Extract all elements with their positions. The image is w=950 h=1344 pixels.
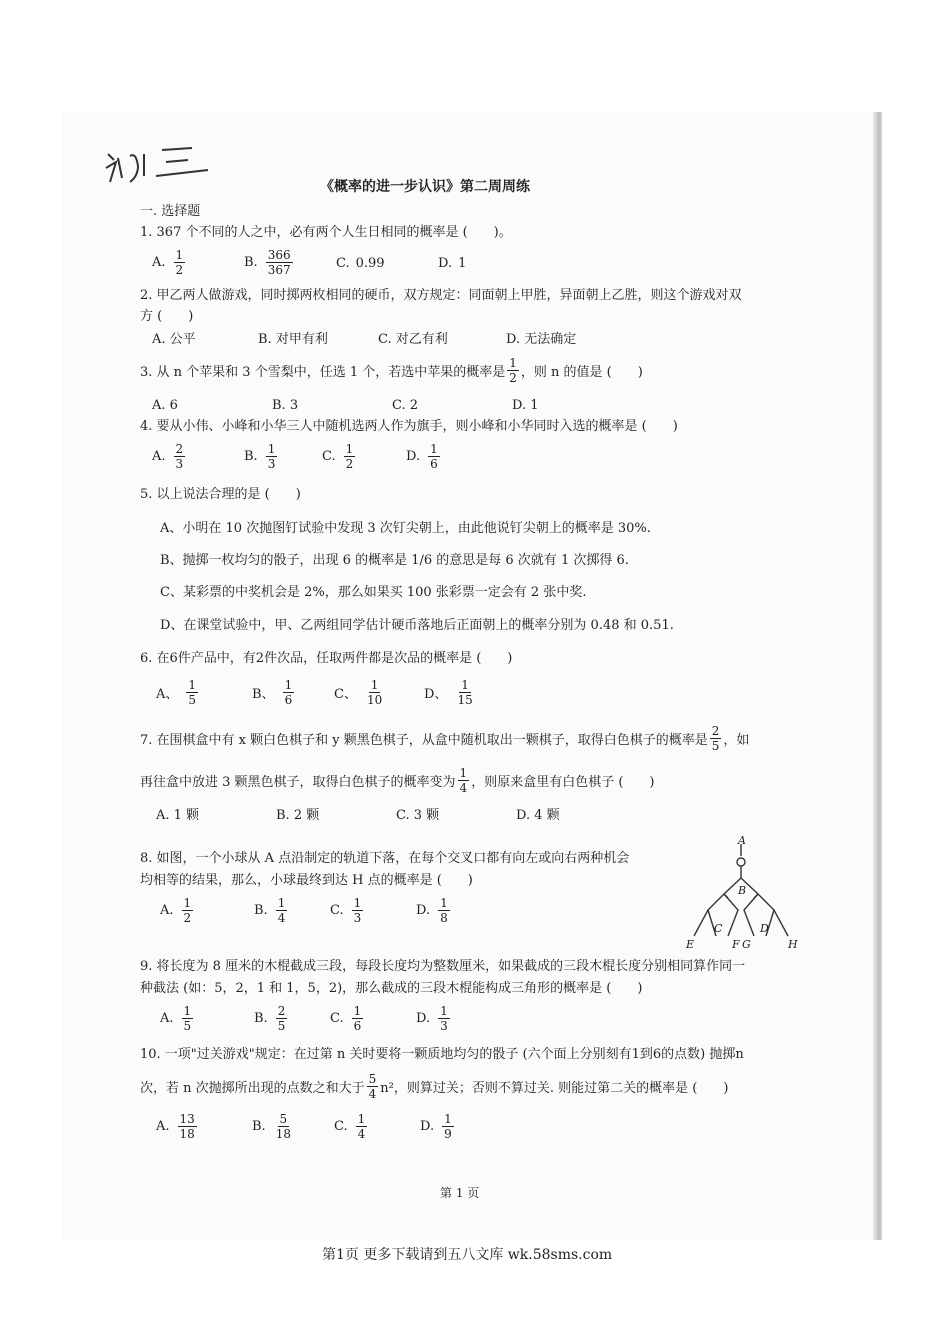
numerator: 1 — [459, 766, 468, 780]
q10-stem2-pre: 次，若 n 次抛掷所出现的点数之和大于 — [140, 1081, 365, 1096]
numerator: 1 — [357, 1112, 366, 1126]
numerator: 1 — [440, 896, 448, 910]
option-label: B. — [244, 449, 258, 464]
denominator: 4 — [459, 781, 468, 795]
denominator: 3 — [353, 911, 362, 925]
q10-stem-line1: 10. 一项"过关游戏"规定：在过第 n 关时要将一颗质地均匀的骰子 (六个面上分别刻有1到6的点数) 抛掷n — [140, 1047, 744, 1062]
denominator: 3 — [267, 457, 276, 471]
q7-stem1-pre: 7. 在围棋盒中有 x 颗白色棋子和 y 颗黑色棋子，从盒中随机取出一颗棋子，取得白色棋子的概率是 — [140, 733, 708, 748]
denominator: 2 — [509, 371, 517, 385]
denominator: 5 — [183, 1019, 192, 1033]
option-label: D. — [416, 1011, 431, 1026]
label-a: A — [738, 836, 746, 847]
q10-stem2-post: n²，则算过关；否则不算过关. 则能过第二关的概率是 ( ) — [380, 1081, 729, 1096]
fraction — [455, 678, 474, 707]
q1-option-c — [336, 256, 385, 271]
q7-stem2-post: ，则原来盒里有白色棋子 ( ) — [471, 775, 655, 790]
option-label: A、 — [156, 687, 179, 702]
fraction — [367, 1072, 379, 1101]
denominator: 5 — [277, 1019, 286, 1033]
option-label: C. — [336, 256, 350, 271]
numerator: 1 — [183, 1004, 192, 1018]
numerator: 2 — [175, 442, 184, 456]
denominator: 4 — [357, 1127, 366, 1141]
fraction — [458, 766, 470, 795]
q10-option-a — [156, 1112, 199, 1141]
numerator: 1 — [440, 1004, 448, 1018]
fraction — [276, 1004, 288, 1033]
fraction — [274, 1112, 293, 1141]
scan-edge — [873, 112, 882, 1240]
q6-option-b — [252, 678, 296, 707]
diagram-labels — [686, 836, 798, 951]
q7-option-a: A. 1 颗 — [156, 808, 200, 823]
q6-option-c — [334, 678, 386, 707]
fraction — [442, 1112, 454, 1141]
option-label: C. — [334, 1119, 348, 1134]
option-label: D. — [416, 903, 431, 918]
scanned-page — [62, 112, 880, 1240]
q8-option-c — [330, 896, 365, 925]
fraction — [182, 896, 194, 925]
fraction — [283, 678, 295, 707]
option-label: C. — [330, 1011, 344, 1026]
fraction — [438, 1004, 450, 1033]
denominator: 5 — [188, 693, 197, 707]
q10-option-b — [252, 1112, 295, 1141]
option-label: A. — [156, 1119, 170, 1134]
numerator: 1 — [267, 442, 276, 456]
fraction — [186, 678, 198, 707]
q7-stem-line2 — [140, 766, 654, 795]
numerator: 1 — [509, 356, 517, 370]
denominator: 4 — [368, 1087, 377, 1101]
fraction — [178, 1112, 197, 1141]
fraction — [174, 248, 186, 277]
denominator: 18 — [179, 1127, 195, 1141]
q7-stem1-post: ，如 — [723, 733, 750, 748]
q4-option-d — [406, 442, 442, 471]
fraction — [710, 724, 722, 753]
fraction — [507, 356, 519, 385]
q7-option-c: C. 3 颗 — [396, 808, 440, 823]
numerator: 2 — [711, 724, 720, 738]
denominator: 2 — [183, 911, 192, 925]
label-g: G — [742, 938, 751, 951]
label-d: D — [760, 922, 769, 935]
handwritten-note — [100, 132, 220, 192]
denominator: 8 — [440, 911, 448, 925]
q9-stem-line1: 9. 将长度为 8 厘米的木棍截成三段，每段长度均为整数厘米，如果截成的三段木棍长度分别相同算作同一 — [140, 959, 746, 974]
option-label: C、 — [334, 687, 357, 702]
q8-option-d — [416, 896, 452, 925]
q7-stem2-pre: 再往盒中放进 3 颗黑色棋子，取得白色棋子的概率变为 — [140, 775, 456, 790]
q5-option-b: B、抛掷一枚均匀的骰子，出现 6 的概率是 1/6 的意思是每 6 次就有 1 次掷得 6. — [160, 553, 629, 568]
q1-option-a — [152, 248, 187, 277]
denominator: 6 — [430, 457, 438, 471]
fraction — [276, 896, 288, 925]
q2-option-a: A. 公平 — [152, 332, 196, 347]
option-label: D. — [420, 1119, 435, 1134]
option-label: B. — [252, 1119, 266, 1134]
option-label: A. — [152, 449, 166, 464]
fraction — [344, 442, 356, 471]
label-h: H — [788, 938, 798, 951]
q5-option-d: D、在课堂试验中，甲、乙两组同学估计硬币落地后正面朝上的概率分别为 0.48 和 0.51. — [160, 618, 674, 633]
numerator: 1 — [370, 678, 379, 692]
denominator: 6 — [284, 693, 293, 707]
q10-option-d — [420, 1112, 456, 1141]
numerator: 1 — [188, 678, 197, 692]
fraction — [352, 1004, 364, 1033]
section-heading: 一. 选择题 — [140, 204, 201, 219]
numerator: 1 — [353, 1004, 362, 1018]
q7-option-d: D. 4 颗 — [516, 808, 560, 823]
q7-option-b: B. 2 颗 — [276, 808, 320, 823]
denominator: 3 — [440, 1019, 448, 1033]
q2-stem-line2: 方 ( ) — [140, 309, 194, 324]
numerator: 2 — [277, 1004, 286, 1018]
q5-option-a: A、小明在 10 次抛图钉试验中发现 3 次钉尖朝上，由此他说钉尖朝上的概率是 30%. — [160, 521, 651, 536]
option-label: B. — [244, 255, 258, 270]
label-b: B — [738, 884, 747, 897]
numerator: 1 — [175, 248, 184, 262]
denominator: 5 — [711, 739, 720, 753]
q5-option-c: C、某彩票的中奖机会是 2%，那么如果买 100 张彩票一定会有 2 张中奖. — [160, 585, 587, 600]
q9-stem-line2: 种截法 (如：5，2，1 和 1，5，2)，那么截成的三段木棍能构成三角形的概率是 ( ) — [140, 981, 643, 996]
q3-option-b: B. 3 — [272, 398, 299, 413]
option-label: A. — [160, 903, 174, 918]
numerator: 1 — [353, 896, 362, 910]
fraction — [428, 442, 440, 471]
numerator: 1 — [345, 442, 354, 456]
fraction — [266, 442, 278, 471]
numerator: 366 — [267, 248, 291, 262]
q6-stem: 6. 在6件产品中，有2件次品，任取两件都是次品的概率是 ( ) — [140, 651, 513, 666]
option-label: B、 — [252, 687, 275, 702]
label-f: F — [732, 938, 740, 951]
numerator: 1 — [444, 1112, 452, 1126]
numerator: 1 — [430, 442, 438, 456]
option-label: C. — [330, 903, 344, 918]
q3-stem-pre: 3. 从 n 个苹果和 3 个雪梨中，任选 1 个，若选中苹果的概率是 — [140, 365, 506, 380]
fraction — [182, 1004, 194, 1033]
denominator: 4 — [277, 911, 286, 925]
denominator: 10 — [366, 693, 383, 707]
q2-option-b: B. 对甲有利 — [258, 332, 328, 347]
q9-option-d — [416, 1004, 452, 1033]
denominator: 2 — [345, 457, 354, 471]
fraction — [174, 442, 186, 471]
q3-option-c: C. 2 — [392, 398, 419, 413]
q8-stem-line2: 均相等的结果，那么，小球最终到达 H 点的概率是 ( ) — [140, 873, 473, 888]
option-label: A. — [152, 255, 166, 270]
q9-option-a — [160, 1004, 195, 1033]
option-value: 1 — [458, 256, 467, 271]
q4-option-c — [322, 442, 357, 471]
option-label: B. — [254, 1011, 268, 1026]
q8-stem-line1: 8. 如图，一个小球从 A 点沿制定的轨道下落，在每个交叉口都有向左或向右两种机会 — [140, 851, 630, 866]
label-c: C — [714, 922, 723, 935]
q3-stem — [140, 356, 643, 385]
q3-stem-post: ，则 n 的值是 ( ) — [520, 365, 643, 380]
numerator: 1 — [461, 678, 469, 692]
q3-option-a: A. 6 — [152, 398, 178, 413]
q4-option-b — [244, 442, 279, 471]
numerator: 1 — [183, 896, 192, 910]
denominator: 367 — [267, 263, 291, 277]
denominator: 15 — [457, 693, 473, 707]
fraction — [365, 678, 384, 707]
option-label: B. — [254, 903, 268, 918]
numerator: 1 — [277, 896, 286, 910]
q1-option-b — [244, 248, 295, 277]
q7-stem-line1 — [140, 724, 749, 753]
track-diagram — [686, 836, 800, 954]
page-number: 第 1 页 — [440, 1186, 480, 1200]
option-label: D. — [438, 256, 453, 271]
option-value: 0.99 — [355, 256, 385, 271]
numerator: 13 — [179, 1112, 195, 1126]
numerator: 5 — [368, 1072, 377, 1086]
option-label: D、 — [424, 687, 448, 702]
q9-option-b — [254, 1004, 289, 1033]
q6-option-d — [424, 678, 477, 707]
denominator: 3 — [175, 457, 184, 471]
q9-option-c — [330, 1004, 365, 1033]
numerator: 5 — [279, 1112, 288, 1126]
q2-stem-line1: 2. 甲乙两人做游戏，同时掷两枚相同的硬币，双方规定：同面朝上甲胜，异面朝上乙胜，则这个游戏对双 — [140, 288, 742, 303]
q2-option-d: D. 无法确定 — [506, 332, 577, 347]
q6-option-a — [156, 678, 200, 707]
fraction — [266, 248, 293, 277]
q3-option-d: D. 1 — [512, 398, 539, 413]
denominator: 2 — [175, 263, 184, 277]
q2-option-c: C. 对乙有利 — [378, 332, 448, 347]
fraction — [352, 896, 364, 925]
q5-stem: 5. 以上说法合理的是 ( ) — [140, 487, 301, 502]
denominator: 18 — [275, 1127, 291, 1141]
fraction — [356, 1112, 368, 1141]
q10-stem-line2 — [140, 1072, 728, 1101]
label-e: E — [686, 938, 695, 951]
page-title: 《概率的进一步认识》第二周周练 — [320, 179, 530, 195]
q8-option-b — [254, 896, 289, 925]
option-label: A. — [160, 1011, 174, 1026]
q4-stem: 4. 要从小伟、小峰和小华三人中随机选两人作为旗手，则小峰和小华同时入选的概率是 ( ) — [140, 419, 678, 434]
q8-option-a — [160, 896, 195, 925]
footer-text: 第1页 更多下载请到五八文库 wk.58sms.com — [322, 1247, 613, 1263]
q10-option-c — [334, 1112, 369, 1141]
option-label: D. — [406, 449, 421, 464]
q1-stem: 1. 367 个不同的人之中，必有两个人生日相同的概率是 ( )。 — [140, 225, 512, 240]
option-label: C. — [322, 449, 336, 464]
numerator: 1 — [284, 678, 293, 692]
q1-option-d — [438, 256, 466, 271]
fraction — [438, 896, 450, 925]
q4-option-a — [152, 442, 187, 471]
denominator: 6 — [353, 1019, 362, 1033]
denominator: 9 — [444, 1127, 452, 1141]
